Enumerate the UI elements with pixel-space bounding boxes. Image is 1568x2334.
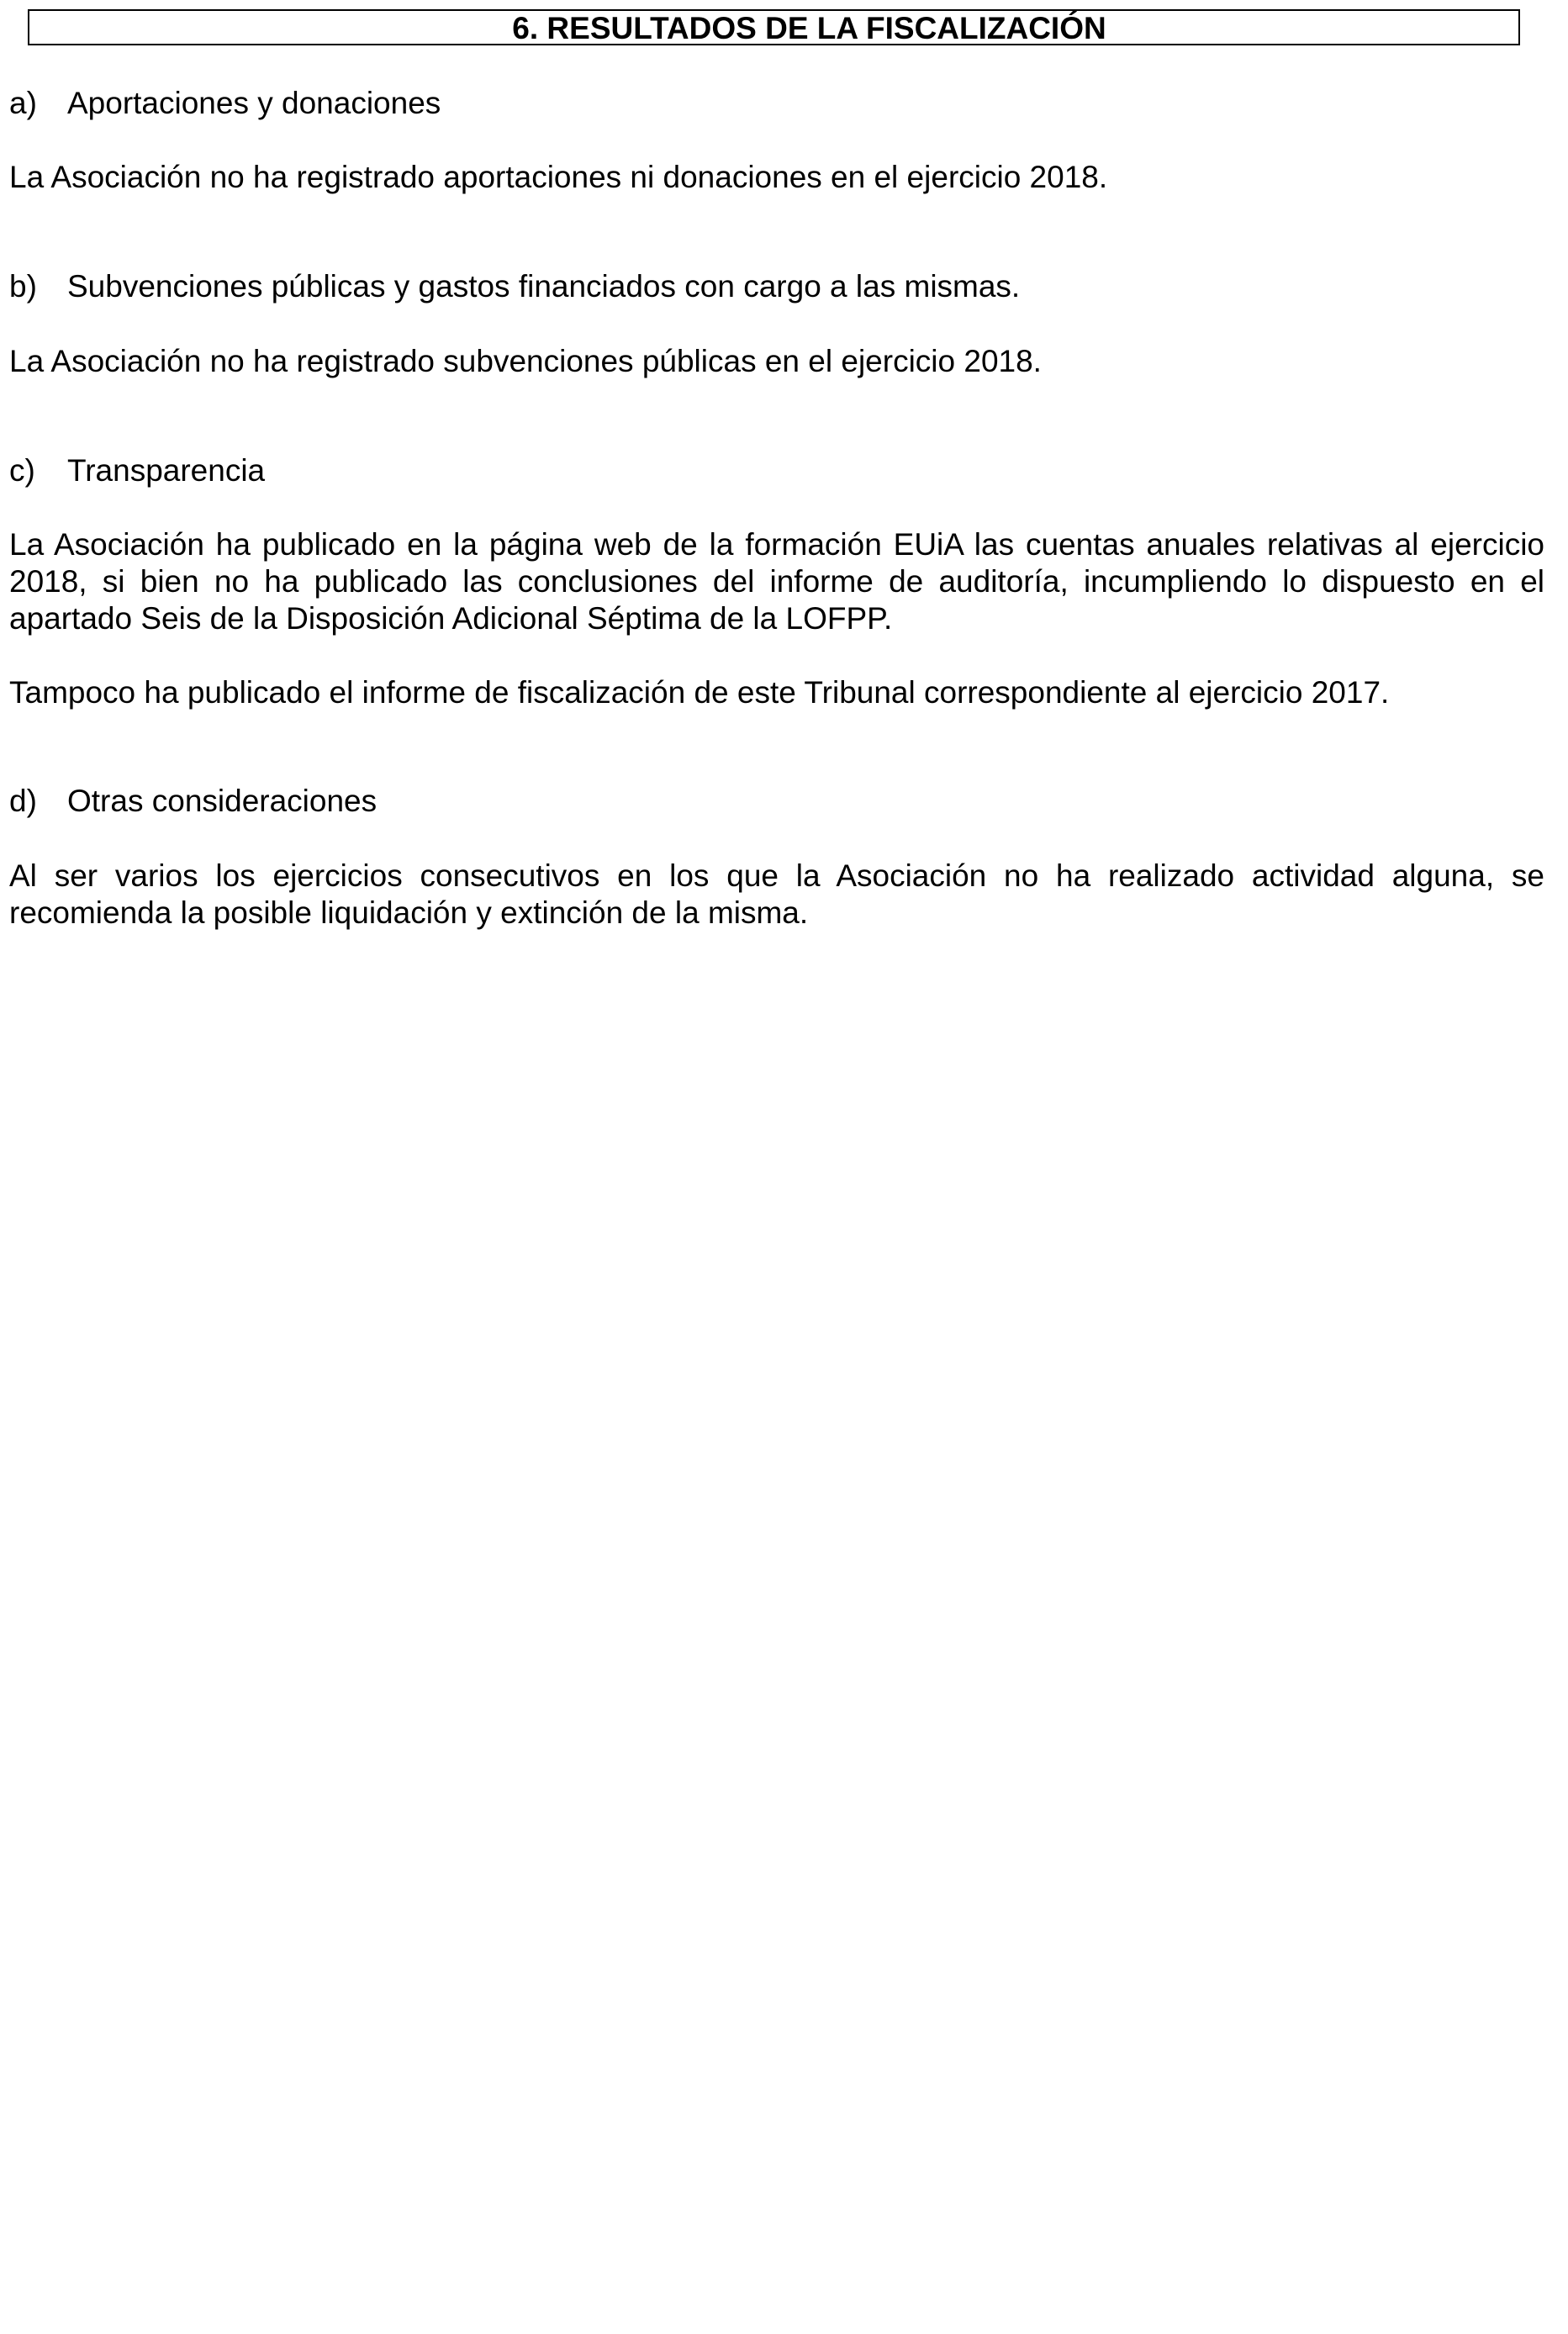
heading-letter: d): [9, 784, 37, 818]
heading-otras-consideraciones: [9, 783, 377, 820]
heading-title: Aportaciones y donaciones: [67, 86, 441, 120]
heading-transparencia: [9, 452, 265, 489]
paragraph-aportaciones: La Asociación no ha registrado aportaciones ni donaciones en el ejercicio 2018.: [9, 160, 1108, 194]
heading-aportaciones: [9, 85, 441, 122]
heading-letter: b): [9, 269, 37, 304]
paragraph-transparencia-2: Tampoco ha publicado el informe de fiscalización de este Tribunal correspondiente al ejercicio 2017.: [9, 675, 1390, 710]
heading-letter: a): [9, 86, 37, 120]
section-title-box: [28, 9, 1520, 45]
heading-letter: c): [9, 453, 35, 488]
paragraph-transparencia-1: La Asociación ha publicado en la página web de la formación EUiA las cuentas anuales relativas al ejercicio 2018, si bien no ha publicado las conclusiones del informe de auditoría, incumpliendo lo dispuesto en el apartado Seis de la Disposición Adicional Séptima de la LOFPP.: [9, 527, 1544, 636]
heading-title: Otras consideraciones: [67, 784, 377, 818]
paragraph-otras-consideraciones: Al ser varios los ejercicios consecutivos en los que la Asociación no ha realizado actividad alguna, se recomienda la posible liquidación y extinción de la misma.: [9, 858, 1544, 930]
heading-subvenciones: [9, 268, 1020, 305]
section-title: 6. RESULTADOS DE LA FISCALIZACIÓN: [512, 11, 1106, 45]
heading-title: Subvenciones públicas y gastos financiados con cargo a las mismas.: [67, 269, 1021, 304]
heading-title: Transparencia: [67, 453, 266, 488]
paragraph-subvenciones: La Asociación no ha registrado subvenciones públicas en el ejercicio 2018.: [9, 344, 1042, 378]
